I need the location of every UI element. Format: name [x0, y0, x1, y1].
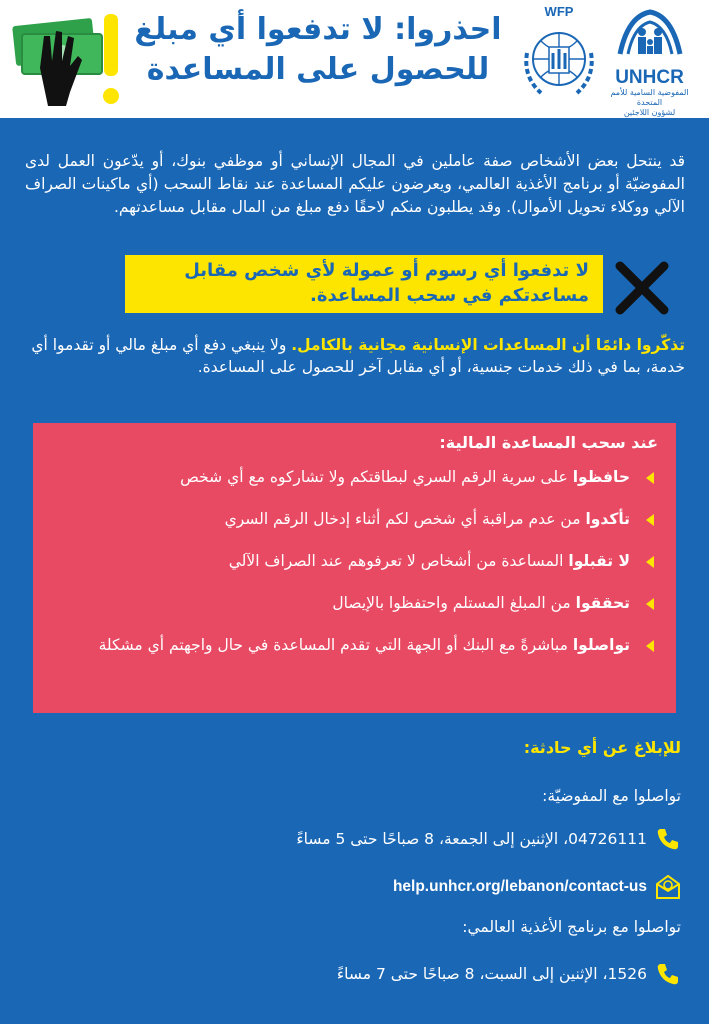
phone-icon	[655, 961, 681, 987]
withdrawal-tips-title: عند سحب المساعدة المالية:	[439, 433, 658, 452]
bullet-triangle-icon	[646, 472, 654, 484]
wfp-logo: WFP	[517, 4, 601, 112]
withdrawal-tips-list	[47, 467, 658, 656]
header	[0, 0, 709, 118]
reminder-text: ولا ينبغي دفع أي مبلغ مالي أو تقدموا أي خدمة، بما في ذلك خدمات جنسية، أو أي مقابل آخر للحصول على المساعدة.	[31, 336, 685, 376]
unhcr-logo-icon	[614, 6, 686, 64]
money-hand-icon	[10, 6, 130, 114]
wfp-logo-icon	[519, 19, 599, 103]
phone-icon	[655, 826, 681, 852]
page-title: احذروا: لا تدفعوا أي مبلغ للحصول على المساعدة	[134, 12, 502, 87]
list-item: تأكدوا من عدم مراقبة أي شخص لكم أثناء إدخال الرقم السري	[47, 509, 658, 530]
reminder-highlight: تذكّروا دائمًا أن المساعدات الإنسانية مجانية بالكامل.	[291, 336, 685, 354]
warning-box: لا تدفعوا أي رسوم أو عمولة لأي شخص مقابل مساعدتكم في سحب المساعدة.	[125, 255, 603, 313]
unhcr-phone-row[interactable]	[296, 826, 681, 852]
wfp-phone-text: 1526، الإثنين إلى السبت، 8 صباحًا حتى 7 مساءً	[336, 965, 647, 983]
wfp-contact-label: تواصلوا مع برنامج الأغذية العالمي:	[462, 918, 681, 936]
list-item: لا تقبلوا المساعدة من أشخاص لا تعرفوهم عند الصراف الآلي	[47, 551, 658, 572]
unhcr-url-link[interactable]: help.unhcr.org/lebanon/contact-us	[392, 878, 647, 895]
bullet-triangle-icon	[646, 598, 654, 610]
unhcr-url-row[interactable]	[393, 874, 681, 900]
list-item: تواصلوا مباشرةً مع البنك أو الجهة التي تقدم المساعدة في حال واجهتم أي مشكلة	[47, 635, 658, 656]
email-icon	[655, 874, 681, 900]
unhcr-contact-label: تواصلوا مع المفوضيّة:	[542, 787, 681, 805]
list-item: تحققوا من المبلغ المستلم واحتفظوا بالإيصال	[47, 593, 658, 614]
wfp-phone-row[interactable]	[337, 961, 681, 987]
bullet-triangle-icon	[646, 640, 654, 652]
report-title: للإبلاغ عن أي حادثة:	[523, 738, 681, 757]
withdrawal-tips-box	[33, 423, 676, 713]
unhcr-logo: UNHCR المفوضية السامية للأمم المتحدة لشؤون اللاجئين	[602, 6, 697, 112]
bullet-triangle-icon	[646, 514, 654, 526]
x-mark-icon	[612, 258, 672, 318]
reminder-paragraph	[25, 334, 685, 378]
list-item: حافظوا على سرية الرقم السري لبطاقتكم ولا تشاركوه مع أي شخص	[47, 467, 658, 488]
intro-paragraph: قد ينتحل بعض الأشخاص صفة عاملين في المجال الإنساني أو موظفي بنوك، أو يدّعون العمل لدى المفوضيّة أو برنامج الأغذية العالمي، ويعرضون عليكم المساعدة عند نقاط السحب (أي ماكينات الصراف الآلي ووكلاء تحويل الأموال). وقد يطلبون منكم لاحقًا دفع مبلغ من المال مقابل مساعدتهم.	[25, 152, 685, 216]
unhcr-phone-text: 04726111، الإثنين إلى الجمعة، 8 صباحًا حتى 5 مساءً	[296, 830, 647, 848]
bullet-triangle-icon	[646, 556, 654, 568]
